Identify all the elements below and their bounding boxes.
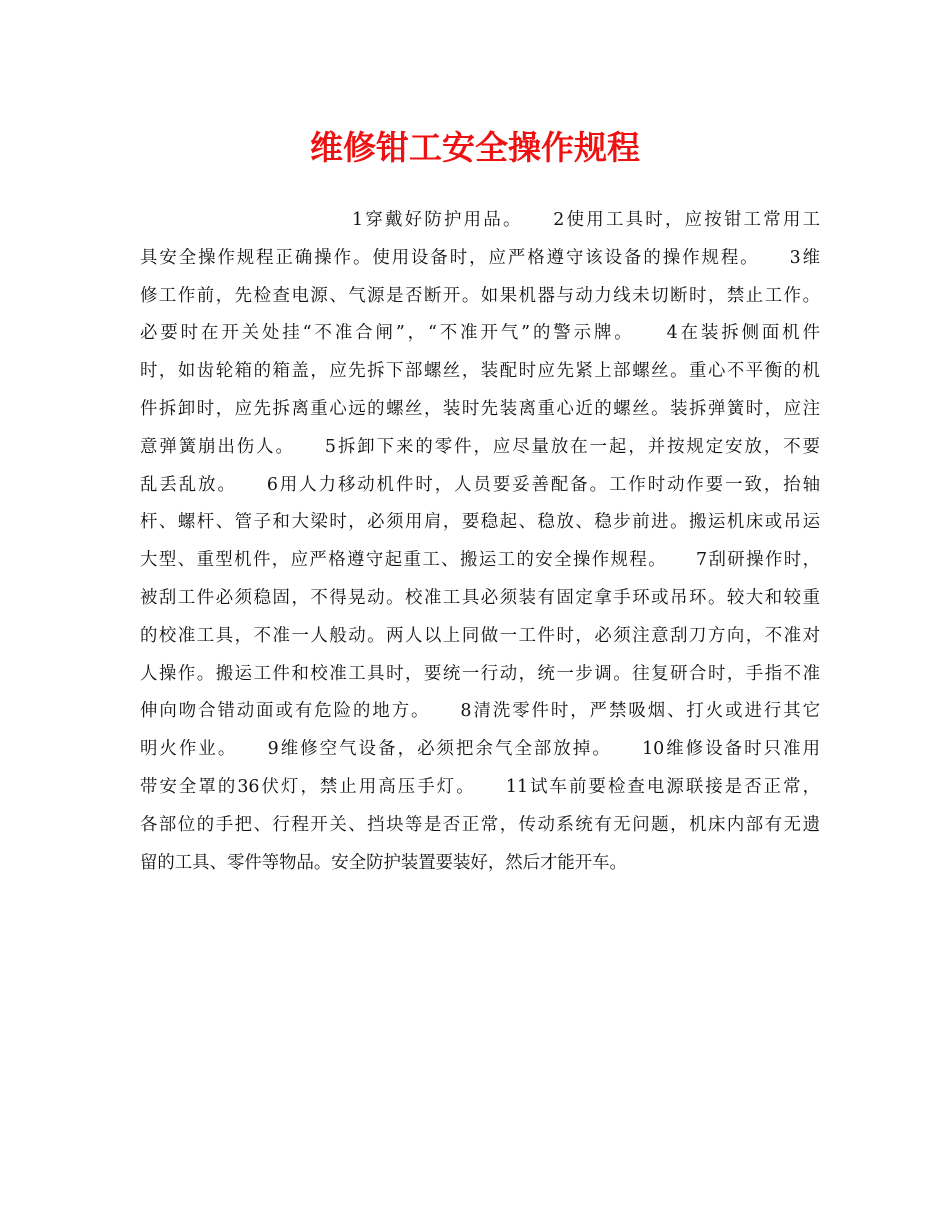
document-body <box>140 202 820 882</box>
body-line: 的校准工具，不准一人般动。两人以上同做一工件时，必须注意刮刀方向，不准对 <box>140 625 820 646</box>
body-line: 杆、螺杆、管子和大梁时，必须用肩，要稳起、稳放、稳步前进。搬运机床或吊运 <box>140 512 820 533</box>
body-line: 修工作前，先检查电源、气源是否断开。如果机器与动力线未切断时，禁止工作。 <box>140 285 820 306</box>
body-line: 伸向吻合错动面或有危险的地方。 8清洗零件时，严禁吸烟、打火或进行其它 <box>140 701 820 722</box>
body-line: 带安全罩的36伏灯，禁止用高压手灯。 11试车前要检查电源联接是否正常， <box>140 776 820 797</box>
body-line: 明火作业。 9维修空气设备，必须把余气全部放掉。 10维修设备时只准用 <box>140 739 820 760</box>
body-line: 人操作。搬运工件和校准工具时，要统一行动，统一步调。往复研合时，手指不准 <box>140 663 820 684</box>
body-line: 必要时在开关处挂“不准合闸”，“不准开气”的警示牌。 4在装拆侧面机件 <box>140 323 820 344</box>
body-line: 意弹簧崩出伤人。 5拆卸下来的零件，应尽量放在一起，并按规定安放，不要 <box>140 436 820 457</box>
body-line: 1穿戴好防护用品。 2使用工具时，应按钳工常用工 <box>352 210 820 230</box>
body-line: 件拆卸时，应先拆离重心远的螺丝，装时先装离重心近的螺丝。装拆弹簧时，应注 <box>140 398 820 419</box>
body-line: 各部位的手把、行程开关、挡块等是否正常，传动系统有无问题，机床内部有无遗 <box>140 814 820 835</box>
body-line: 被刮工件必须稳固，不得晃动。校准工具必须装有固定拿手环或吊环。较大和较重 <box>140 587 820 608</box>
body-line: 时，如齿轮箱的箱盖，应先拆下部螺丝，装配时应先紧上部螺丝。重心不平衡的机 <box>140 361 820 382</box>
body-line: 大型、重型机件，应严格遵守起重工、搬运工的安全操作规程。 7刮研操作时， <box>140 550 820 571</box>
document-title: 维修钳工安全操作规程 <box>310 128 640 167</box>
body-line: 具安全操作规程正确操作。使用设备时，应严格遵守该设备的操作规程。 3维 <box>140 247 820 268</box>
body-line: 留的工具、零件等物品。安全防护装置要装好，然后才能开车。 <box>140 852 627 873</box>
body-line: 乱丢乱放。 6用人力移动机件时，人员要妥善配备。工作时动作要一致，抬轴 <box>140 474 820 495</box>
